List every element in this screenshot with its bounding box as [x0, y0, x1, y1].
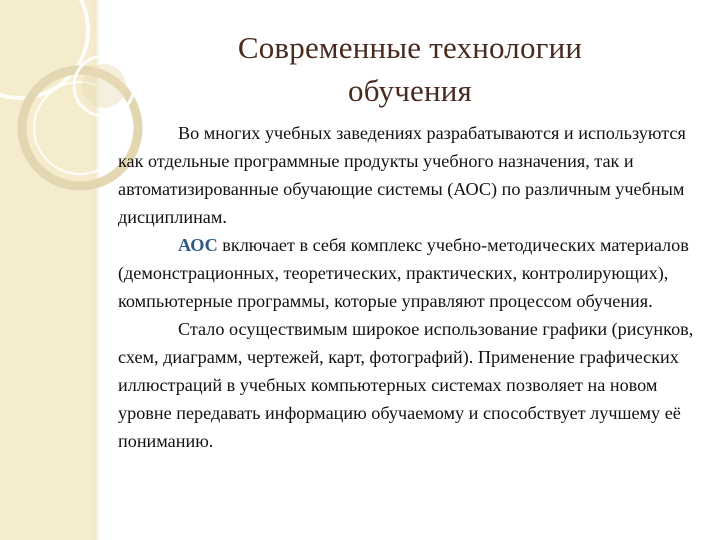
paragraph-2-text: включает в себя комплекс учебно-методических материалов (демонстрационных, теоретических, практических, контролирующих), компьютерные программы, которые управляют процессом обучения. [118, 235, 689, 311]
slide-body [118, 119, 708, 455]
aos-highlight: АОС [178, 235, 218, 255]
left-decor-band [0, 0, 94, 540]
slide-title [130, 26, 690, 112]
slide-title-line-1: Современные технологии [237, 30, 583, 65]
paragraph-3-text: Стало осуществимым широкое использование графики (рисунков, схем, диаграмм, чертежей, карт, фотографий). Применение графических иллюстраций в учебных компьютерных системах позволяет на новом уровне передавать информацию обучаемому и способствует лучшему её пониманию. [118, 319, 694, 451]
paragraph-1-text: Во многих учебных заведениях разрабатываются и используются как отдельные программные продукты учебного назначения, так и автоматизированные обучающие системы (АОС) по различным учебным дисциплинам. [118, 123, 686, 227]
paragraph-2 [118, 231, 708, 315]
paragraph-3 [118, 315, 708, 455]
paragraph-1 [118, 119, 708, 231]
band-edge-shadow [94, 0, 100, 540]
slide-title-line-2: обучения [348, 73, 472, 108]
